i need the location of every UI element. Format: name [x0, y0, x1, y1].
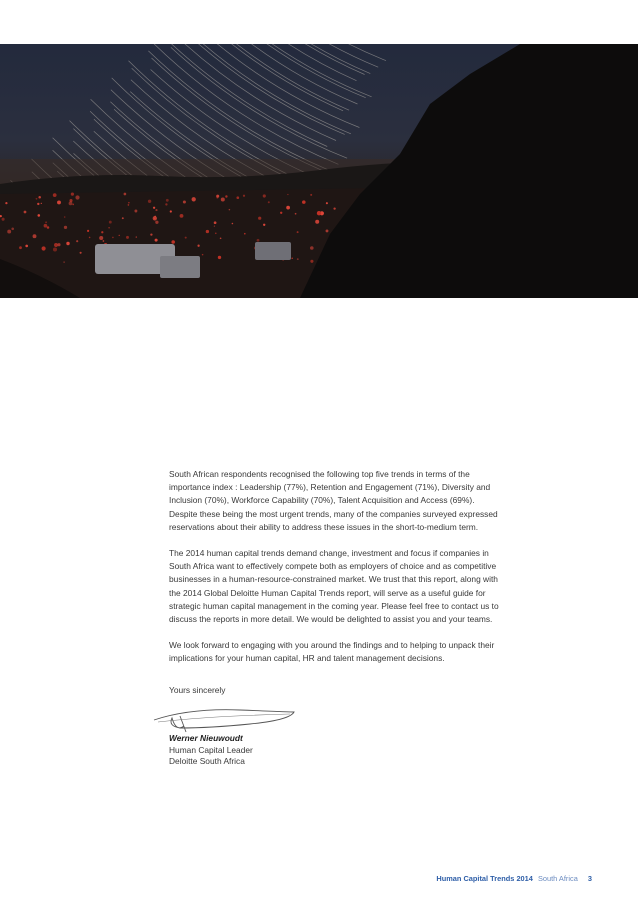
signer-name: Werner Nieuwoudt	[169, 733, 243, 743]
hero-photo	[0, 44, 638, 298]
page-footer	[436, 874, 592, 883]
closing-salutation: Yours sincerely	[169, 685, 226, 695]
signer-block	[169, 733, 253, 768]
paragraph-change: The 2014 human capital trends demand change, investment and focus if companies in South Africa want to effectively compete both as employers of choice and as competitive businesses in a human-resource-constrained market. We trust that this report, along with the 2014 Global Deloitte Human Capital Trends report, will serve as a useful guide for strategic human capital management in the coming year. Please feel free to contact us to discuss the reports in more detail. We would be delighted to assist you and your teams.	[169, 548, 499, 625]
paragraph-engagement: We look forward to engaging with you around the findings and to helping to unpack their implications for your human capital, HR and talent management decisions.	[169, 640, 495, 664]
signer-company: Deloitte South Africa	[169, 756, 245, 766]
footer-title: Human Capital Trends 2014	[436, 874, 533, 883]
signer-title: Human Capital Leader	[169, 744, 253, 755]
footer-region: South Africa	[537, 874, 578, 883]
page-number: 3	[587, 874, 592, 883]
night-landscape-illustration	[0, 44, 638, 298]
letter-body	[169, 468, 499, 679]
paragraph-trends: South African respondents recognised the following top five trends in terms of the importance index : Leadership (77%), Retention and Engagement (71%), Diversity and Inclusion (70%), Workforce Capability (70%), Talent Acquisition and Access (69%). Despite these being the most urgent trends, many of the companies surveyed expressed reservations about their ability to address these issues in the short-to-medium term.	[169, 469, 498, 532]
